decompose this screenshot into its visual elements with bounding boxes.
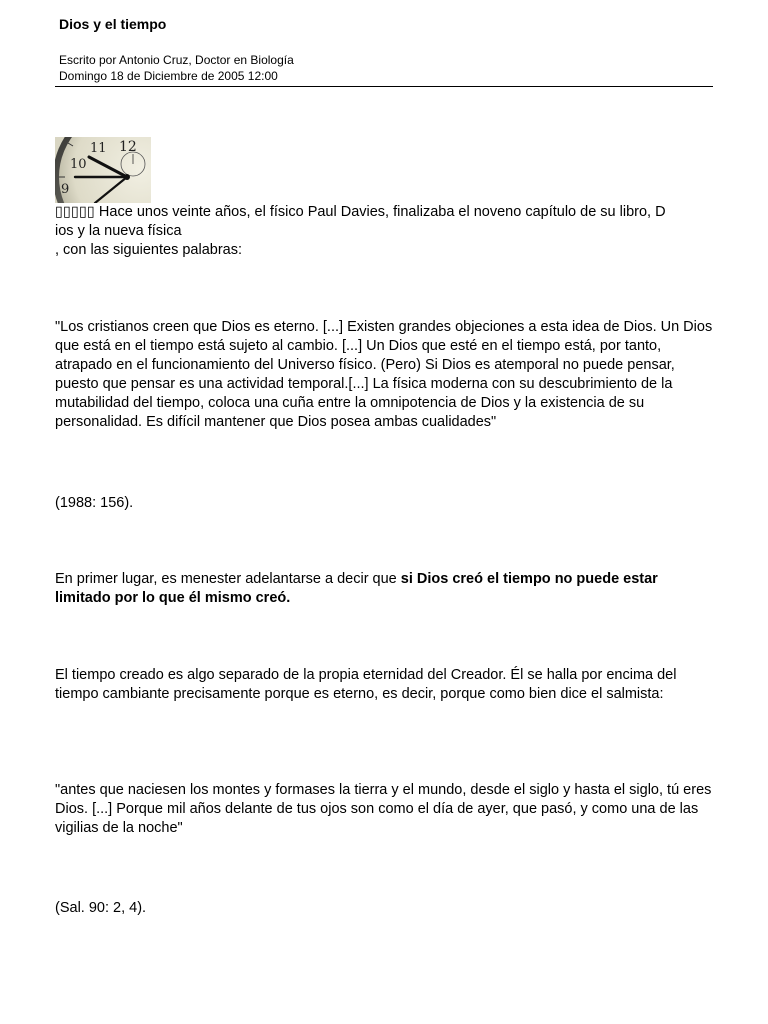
psalm-citation: (Sal. 90: 2, 4). <box>55 900 147 916</box>
article-meta <box>59 52 294 84</box>
davies-citation: (1988: 156). <box>55 495 134 511</box>
first-point-emphasis: si Dios creó el tiempo no puede estar limitado por lo que él mismo creó. <box>55 571 658 606</box>
intro-paragraph <box>55 203 713 260</box>
first-point-paragraph <box>55 570 713 608</box>
article-author: Escrito por Antonio Cruz, Doctor en Biología <box>59 53 294 67</box>
clock-image <box>55 137 151 203</box>
davies-quote: "Los cristianos creen que Dios es eterno. [...] Existen grandes objeciones a esta idea de Dios. Un Dios que está en el tiempo está sujeto al cambio. [...] Un Dios que esté en el tiempo está, por tanto, atrapado en el funcionamiento del Universo físico. (Pero) Si Dios es atemporal no puede pensar, puesto que pensar es una actividad temporal.[...] La física moderna con su descubrimiento de la mutabilidad del tiempo, coloca una cuña entre la omnipotencia de Dios y la existencia de su personalidad. Es difícil mantener que Dios posea ambas cualidades" <box>55 319 713 430</box>
clock-numeral-10: 10 <box>70 157 87 172</box>
intro-line-1: Hace unos veinte años, el físico Paul Davies, finalizaba el noveno capítulo de su libro, D <box>94 204 666 220</box>
article-title: Dios y el tiempo <box>59 16 167 32</box>
psalm-quote: "antes que naciesen los montes y formases la tierra y el mundo, desde el siglo y hasta el siglo, tú eres Dios. [...] Porque mil años delante de tus ojos son como el día de ayer, que pasó, y como una de las vigilias de la noche" <box>55 782 712 836</box>
first-point-text: En primer lugar, es menester adelantarse a decir que <box>55 571 401 587</box>
clock-numeral-12: 12 <box>119 139 137 155</box>
clock-numeral-9: 9 <box>61 182 70 197</box>
intro-line-2: ios y la nueva física <box>55 223 182 239</box>
created-time-paragraph: El tiempo creado es algo separado de la propia eternidad del Creador. Él se halla por encima del tiempo cambiante precisamente porque es eterno, es decir, porque como bien dice el salmista: <box>55 667 677 702</box>
clock-numeral-11: 11 <box>90 141 107 156</box>
header-divider <box>55 86 713 87</box>
missing-glyph-boxes: ▯▯▯▯▯ <box>55 204 95 220</box>
article-date: Domingo 18 de Diciembre de 2005 12:00 <box>59 69 278 83</box>
intro-line-3: , con las siguientes palabras: <box>55 242 242 258</box>
